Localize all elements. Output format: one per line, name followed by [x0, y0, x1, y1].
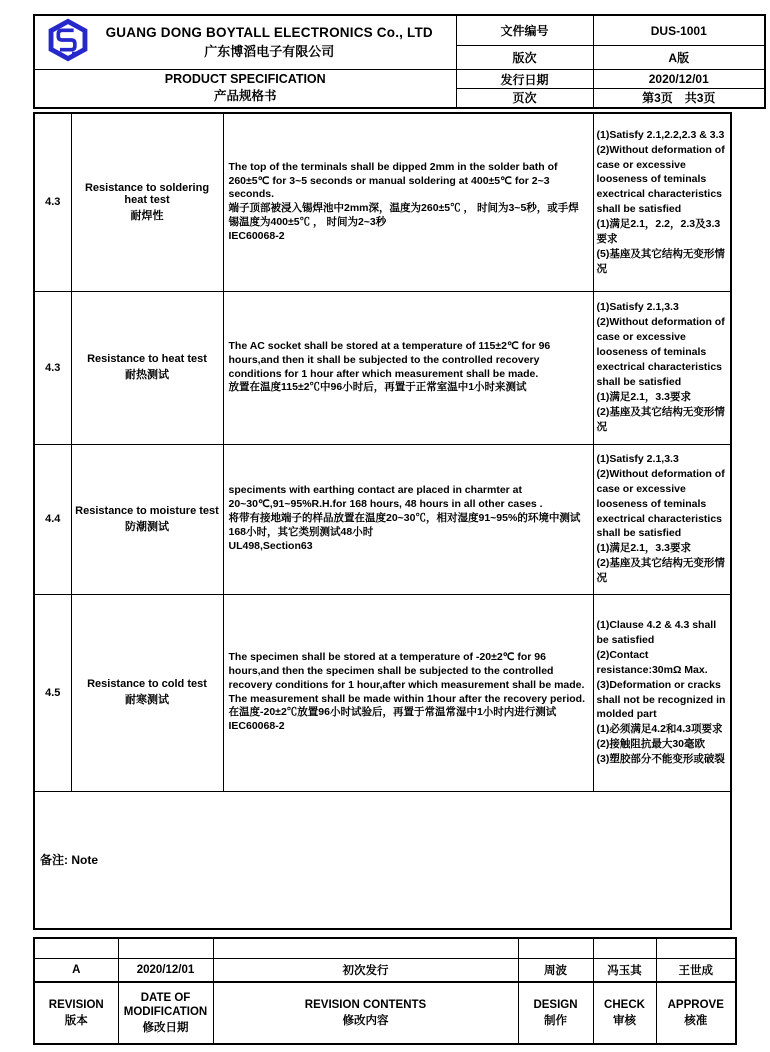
- doc-title-en: PRODUCT SPECIFICATION: [164, 72, 326, 87]
- description-line: The AC socket shall be stored at a temperature of 115±2℃ for 96 hours,and then it shall be subjected to the controlled recovery conditions for 1 hour after which measurement shall be made.: [228, 339, 551, 380]
- criteria-line: (1)Satisfy 2.1,3.3: [596, 452, 679, 465]
- revision-value: A版: [593, 46, 765, 70]
- doc-title-cn: 产品规格书: [213, 89, 277, 104]
- revision-header-contents: REVISION CONTENTS 修改内容: [213, 982, 518, 1044]
- revision-entry-design: 周波: [518, 958, 593, 982]
- description-line: The measurement shall be made within 1hour after the recovery period.: [228, 692, 586, 705]
- revision-header-check: CHECK 审核: [593, 982, 656, 1044]
- criteria-line: (1)必须满足4.2和4.3项要求: [596, 723, 723, 736]
- test-description: [223, 113, 593, 291]
- test-name-cn: 耐寒测试: [125, 694, 169, 706]
- criteria-line: (1)满足2.1，3.3要求: [596, 390, 692, 403]
- criteria-line: (2)Without deformation of case or excessive looseness of teminals exectrical characteristics shall be satisfied: [596, 143, 725, 216]
- description-line: UL498,Section63: [228, 539, 313, 552]
- test-description: [223, 444, 593, 594]
- revision-entry-contents: 初次发行: [213, 958, 518, 982]
- criteria-line: (1)满足2.1，2.2，2.3及3.3要求: [596, 218, 721, 246]
- test-row-soldering-heat: [34, 113, 731, 291]
- empty-cell: [213, 938, 518, 958]
- revision-entry-date: 2020/12/01: [118, 958, 213, 982]
- empty-cell: [656, 938, 736, 958]
- note-row: [34, 791, 731, 929]
- revision-entry-row: [34, 958, 736, 982]
- description-line: 端子顶部被浸入锡焊池中2mm深，温度为260±5℃ ， 时间为3~5秒，或手焊锡温度为400±5℃ ， 时间为2~3秒: [228, 202, 579, 229]
- company-logo-icon: [41, 18, 89, 67]
- criteria-line: (2)Contact resistance:30mΩ Max.: [596, 648, 708, 676]
- note-label: 备注: Note: [34, 791, 731, 929]
- criteria-line: (1)Satisfy 2.1,2.2,2.3 & 3.3: [596, 128, 725, 141]
- description-line: IEC60068-2: [228, 229, 285, 242]
- test-no: 4.5: [34, 594, 71, 791]
- description-line: 在温度-20±2℃放置96小时试验后，再置于常温常湿中1小时内进行测试: [228, 706, 557, 719]
- test-name-en: Resistance to moisture test: [75, 504, 219, 517]
- criteria-line: (3)Deformation or cracks shall not be recognized in molded part: [596, 678, 726, 721]
- test-no: 4.3: [34, 291, 71, 444]
- doc-number-label: 文件编号: [456, 15, 593, 46]
- test-name-cn: 防潮测试: [125, 520, 169, 533]
- description-line: 将带有接地端子的样品放置在温度20~30℃，相对湿度91~95%的环境中测试168小时，其它类别测试48小时: [228, 512, 581, 538]
- header-table: [33, 14, 766, 109]
- issue-date-value: 2020/12/01: [593, 70, 765, 89]
- test-row-cold: [34, 594, 731, 791]
- empty-cell: [518, 938, 593, 958]
- revision-entry-check: 冯玉其: [593, 958, 656, 982]
- revision-label: 版次: [456, 46, 593, 70]
- criteria-line: (5)基座及其它结构无变形情况: [596, 247, 725, 275]
- revision-entry-version: A: [34, 958, 118, 982]
- test-name-en: Resistance to heat test: [87, 353, 207, 365]
- criteria-line: (2)Without deformation of case or excessive looseness of teminals exectrical characteristics shall be satisfied: [596, 316, 725, 388]
- issue-date-label: 发行日期: [456, 70, 593, 89]
- criteria-line: (2)基座及其它结构无变形情况: [596, 557, 725, 585]
- criteria-line: (1)Satisfy 2.1,3.3: [596, 301, 679, 314]
- test-name-en: Resistance to cold test: [87, 678, 207, 690]
- test-criteria: [593, 594, 731, 791]
- page-number-label: 页次: [456, 89, 593, 108]
- test-row-heat: [34, 291, 731, 444]
- test-description: [223, 594, 593, 791]
- page-number-value: 第3页 共3页: [593, 89, 765, 108]
- revision-table: [33, 937, 737, 1045]
- test-no: 4.3: [34, 113, 71, 291]
- company-name-en: GUANG DONG BOYTALL ELECTRONICS Co., LTD: [105, 25, 433, 40]
- empty-cell: [593, 938, 656, 958]
- test-no: 4.4: [34, 444, 71, 594]
- test-name: [71, 291, 223, 444]
- company-name-cn: 广东博滔电子有限公司: [204, 44, 335, 59]
- test-name: [71, 594, 223, 791]
- test-criteria: [593, 291, 731, 444]
- test-criteria: [593, 444, 731, 594]
- criteria-line: (2)基座及其它结构无变形情况: [596, 405, 725, 433]
- company-cell: [34, 15, 456, 70]
- test-name-cn: 耐焊性: [130, 209, 164, 222]
- description-line: The specimen shall be stored at a temperature of -20±2℃ for 96 hours,and then the specimen shall be subjected to the controlled recovery conditions for 1 hour,after which measurement shall be made.: [228, 650, 585, 691]
- empty-cell: [118, 938, 213, 958]
- criteria-line: (1)满足2.1，3.3要求: [596, 542, 692, 555]
- test-description: [223, 291, 593, 444]
- description-line: 放置在温度115±2℃中96小时后，再置于正常室温中1小时来测试: [228, 381, 527, 394]
- revision-header-row: [34, 982, 736, 1044]
- revision-header-date: DATE OF MODIFICATION 修改日期: [118, 982, 213, 1044]
- criteria-line: (1)Clause 4.2 & 4.3 shall be satisfied: [596, 618, 717, 646]
- criteria-line: (2)接触阻抗最大30毫欧: [596, 738, 706, 751]
- doc-title-cell: [34, 70, 456, 108]
- empty-cell: [34, 938, 118, 958]
- test-name-cn: 耐热测试: [125, 369, 169, 381]
- revision-empty-row: [34, 938, 736, 958]
- doc-number-value: DUS-1001: [593, 15, 765, 46]
- revision-entry-approve: 王世成: [656, 958, 736, 982]
- revision-header-design: DESIGN 制作: [518, 982, 593, 1044]
- spec-table: [33, 112, 732, 930]
- revision-header-approve: APPROVE 核准: [656, 982, 736, 1044]
- description-line: speciments with earthing contact are placed in charmter at 20~30℃,91~95%R.H.for 168 hours, 48 hours in all other cases .: [228, 484, 543, 511]
- test-name: [71, 113, 223, 291]
- description-line: IEC60068-2: [228, 720, 285, 733]
- test-name-en: Resistance to soldering heat test: [84, 181, 210, 206]
- criteria-line: (2)Without deformation of case or excessive looseness of teminals exectrical characteristics shall be satisfied: [596, 467, 725, 540]
- description-line: The top of the terminals shall be dipped 2mm in the solder bath of 260±5℃ for 3~5 seconds or manual soldering at 400±5℃ for 2~3 seconds.: [228, 160, 558, 201]
- test-row-moisture: [34, 444, 731, 594]
- test-name: [71, 444, 223, 594]
- criteria-line: (3)塑胶部分不能变形或破裂: [596, 753, 725, 766]
- revision-header-version: REVISION 版本: [34, 982, 118, 1044]
- test-criteria: [593, 113, 731, 291]
